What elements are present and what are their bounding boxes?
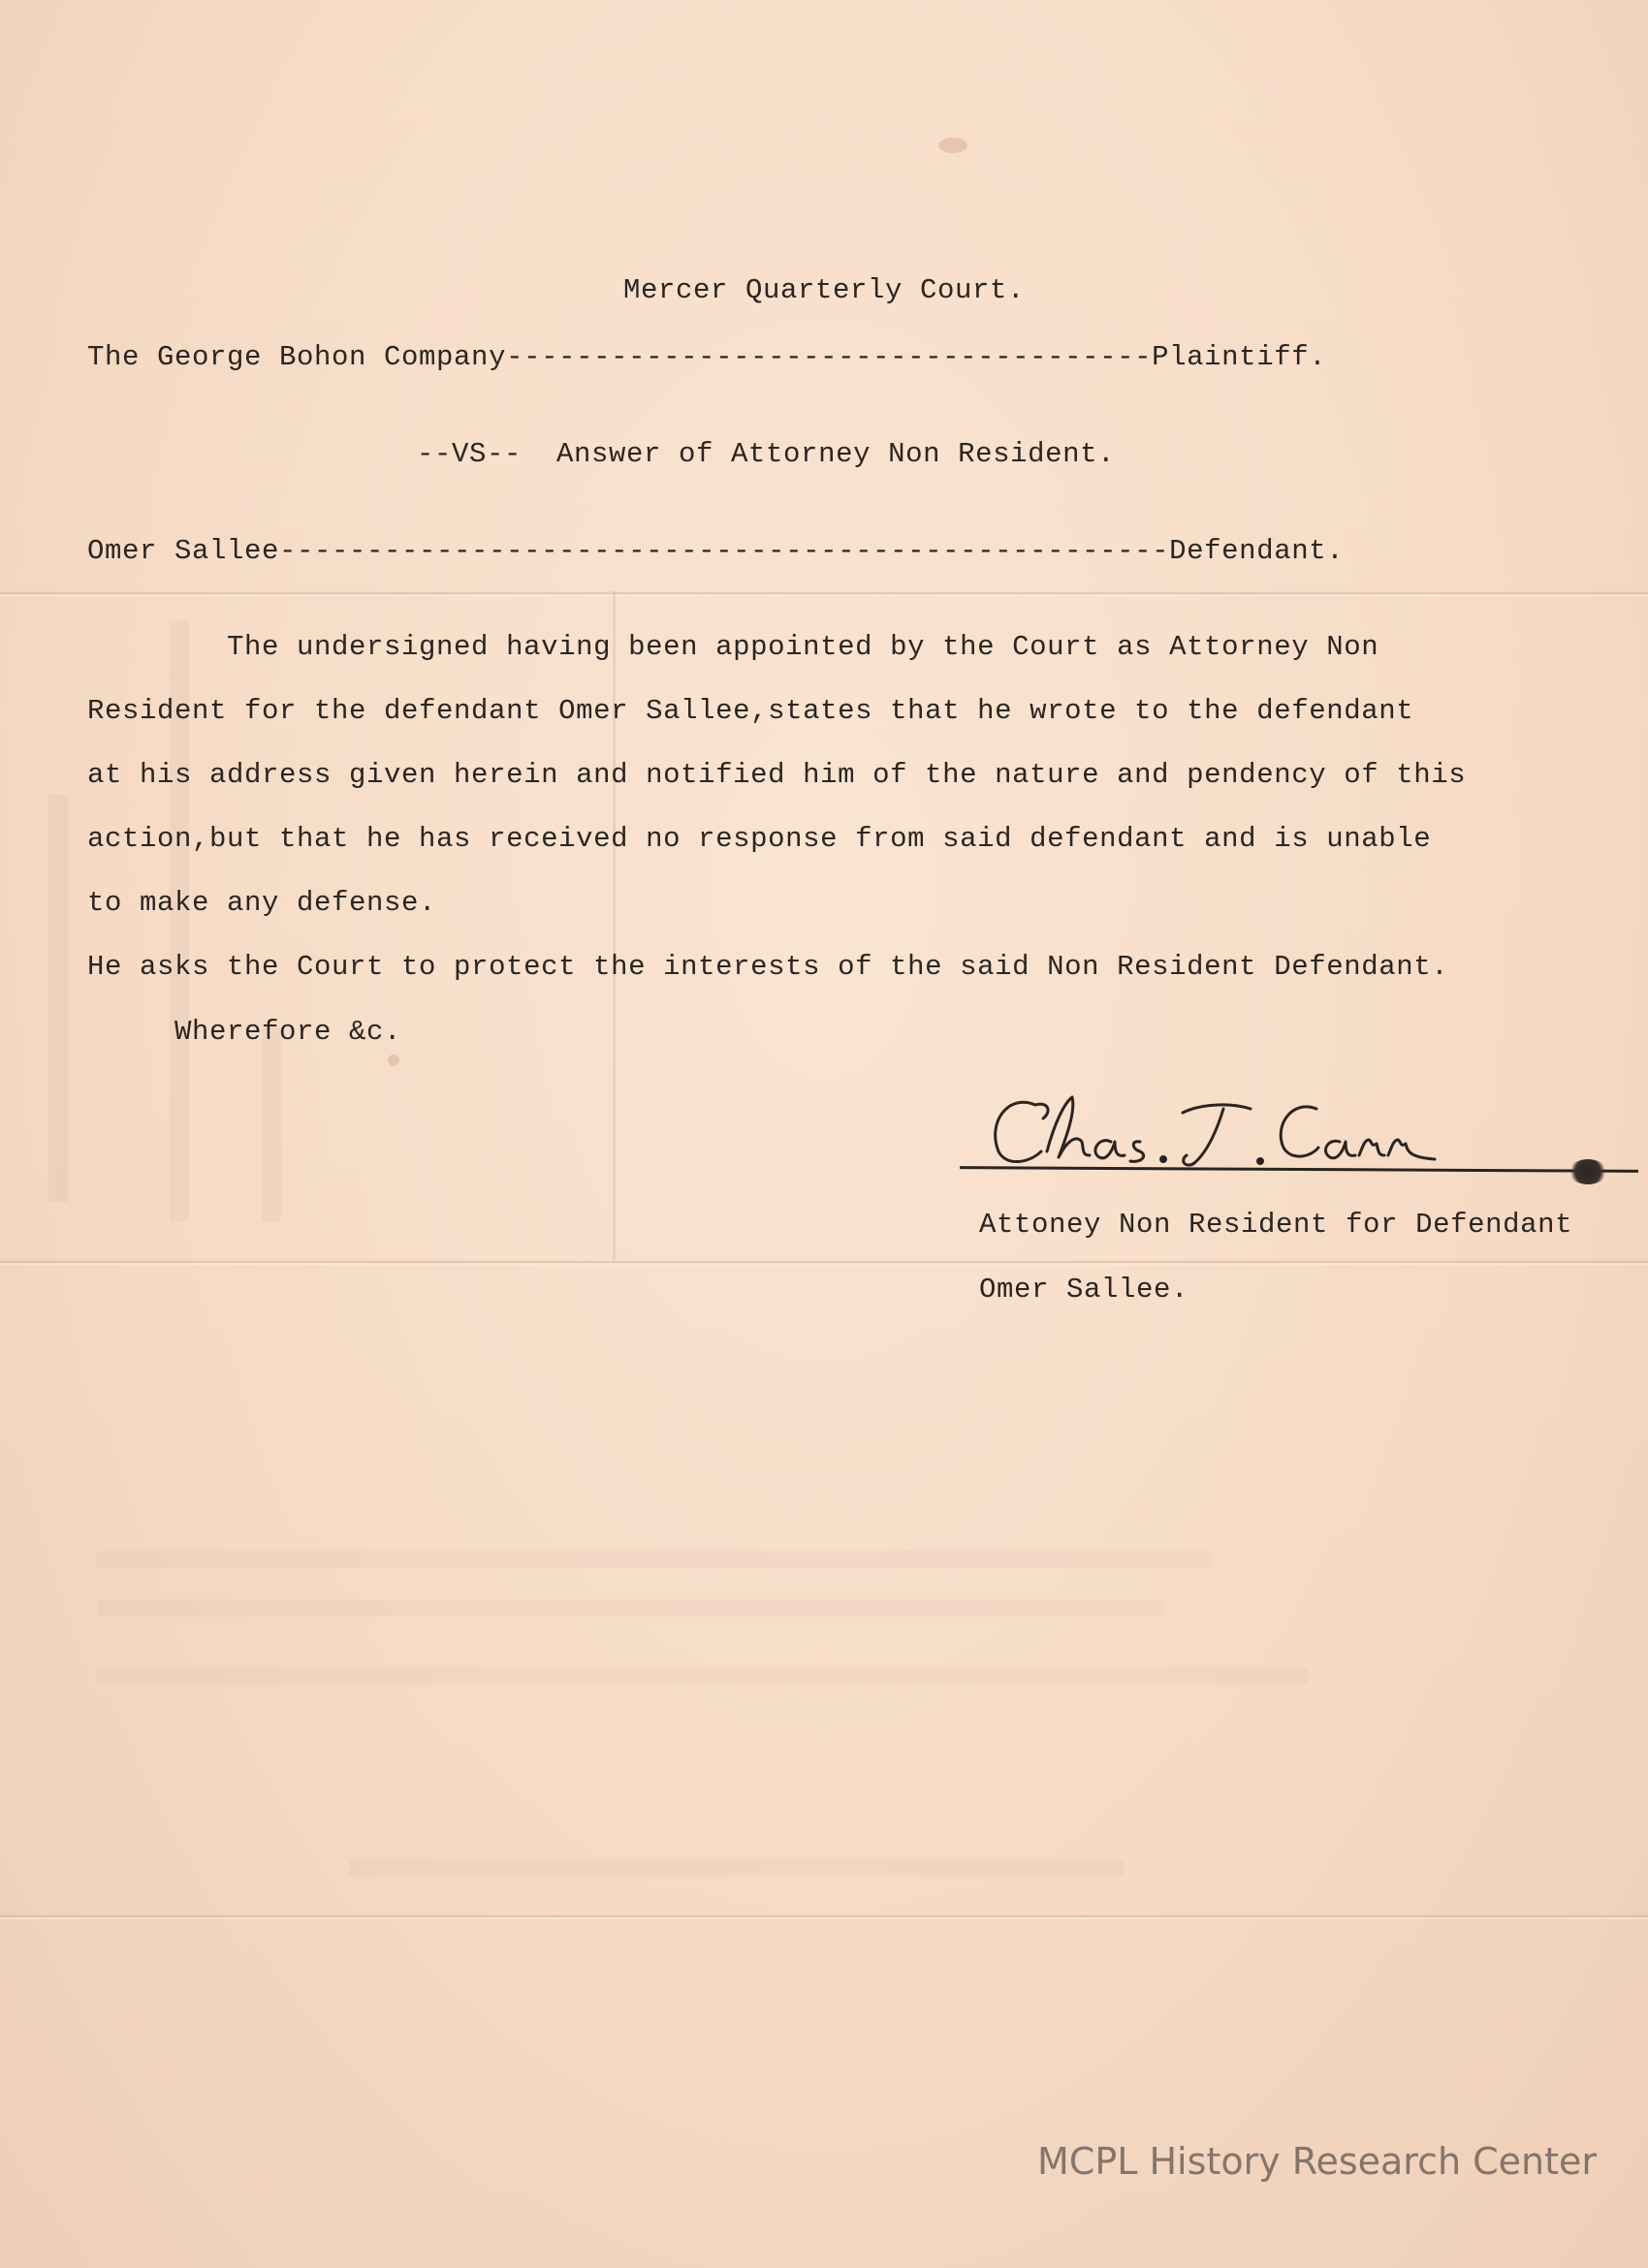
body-line: He asks the Court to protect the interests of the said Non Resident Defendant.	[87, 951, 1449, 983]
bleed-through-mark	[97, 1667, 1309, 1685]
bleed-through-mark	[349, 1859, 1125, 1876]
paper-stain	[388, 1055, 399, 1066]
plaintiff-line: The George Bohon Company-------------------------------------Plaintiff.	[87, 341, 1327, 373]
closing-line: Wherefore &c.	[87, 1016, 402, 1048]
paper-fold	[0, 1260, 1648, 1266]
court-heading: Mercer Quarterly Court.	[622, 274, 1026, 306]
body-line: Resident for the defendant Omer Sallee,states that he wrote to the defendant	[87, 695, 1414, 727]
bleed-through-mark	[262, 1027, 281, 1221]
paper-fold-vertical	[613, 591, 616, 1260]
body-line: at his address given herein and notified him of the nature and pendency of this	[87, 759, 1467, 791]
ink-blot	[1569, 1159, 1607, 1184]
paper-fold	[0, 1914, 1648, 1920]
defendant-line: Omer Sallee---------------------------------------------------Defendant.	[87, 535, 1345, 567]
bleed-through-mark	[97, 1551, 1212, 1568]
signer-title: Attoney Non Resident for Defendant	[979, 1209, 1573, 1241]
body-line: action,but that he has received no response from said defendant and is unable	[87, 823, 1432, 855]
handwritten-signature	[979, 1084, 1522, 1190]
versus-line: --VS-- Answer of Attorney Non Resident.	[417, 438, 1116, 470]
bleed-through-mark	[97, 1599, 1163, 1617]
paper-stain	[938, 138, 967, 153]
bleed-through-mark	[48, 795, 68, 1202]
signer-name: Omer Sallee.	[979, 1274, 1189, 1306]
paper-fold	[0, 591, 1648, 597]
archive-watermark: MCPL History Research Center	[1037, 2140, 1598, 2183]
body-line: to make any defense.	[87, 887, 437, 919]
body-line: The undersigned having been appointed by the Court as Attorney Non	[87, 631, 1379, 663]
